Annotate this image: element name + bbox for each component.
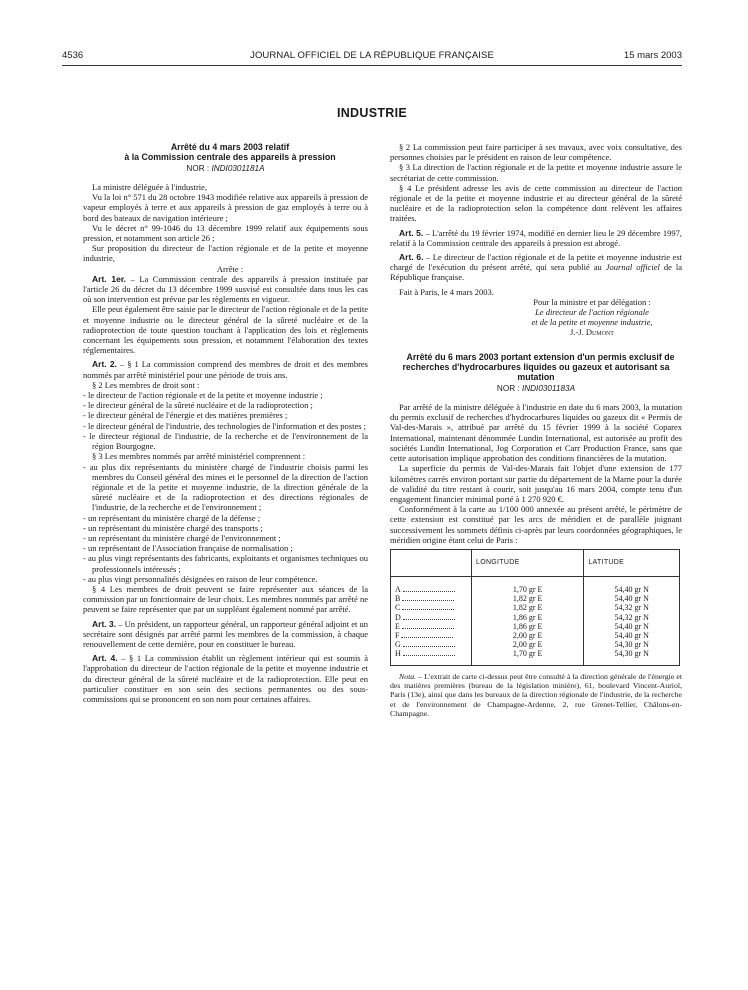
table-row	[391, 631, 680, 640]
latitude-cell: 54,40 gr N	[584, 622, 680, 631]
table-row	[391, 603, 680, 612]
point-label: B	[395, 594, 401, 604]
list-item: - le directeur de l'action régionale et de la petite et moyenne industrie ;	[83, 390, 368, 400]
leader-dots	[403, 613, 455, 620]
table-row	[391, 594, 680, 603]
table-header-row	[391, 549, 680, 576]
article-6	[390, 252, 682, 283]
list-item: - le directeur général de la sûreté nucléaire et de la radioprotection ;	[83, 400, 368, 410]
list-item: - un représentant du ministère chargé des transports ;	[83, 523, 368, 533]
named-members-list	[83, 462, 368, 584]
decree1-para: Elle peut également être saisie par le directeur de l'action régionale et de la petite et moyenne industrie ou le directeur général de la sûreté nucléaire et de la radioprotection de toute question touchant à l'application des lois et règlements concernant les équipements sous pression, et notamment l'élaboration des textes réglementaires.	[83, 304, 368, 356]
article-3	[83, 619, 368, 650]
right-column	[390, 142, 682, 719]
point-label: D	[395, 612, 401, 622]
table-row	[391, 649, 680, 665]
decree1-arrete: Arrête :	[216, 263, 244, 274]
point-label: G	[395, 640, 401, 650]
latitude-cell: 54,40 gr N	[584, 576, 680, 594]
point-label: A	[395, 584, 401, 594]
table-row	[391, 613, 680, 622]
latitude-cell: 54,30 gr N	[584, 640, 680, 649]
article-5	[390, 228, 682, 248]
article-text: – § 1 La commission établit un règlement intérieur qui est soumis à l'approbation du directeur de l'action régionale de la petite et moyenne industrie et du directeur général de la sûreté nucléaire et de la radioprotection. Elle peut en particulier constituer en son sein des sections permanentes ou des sous-commissions qui se prononcent en son nom pour certaines affaires.	[83, 653, 368, 704]
longitude-cell: 1,70 gr E	[472, 576, 584, 594]
decree1-para: La ministre déléguée à l'industrie,	[92, 182, 208, 193]
latitude-cell: 54,32 gr N	[584, 613, 680, 622]
article-text: de la République française.	[390, 262, 682, 283]
point-label: H	[395, 649, 401, 659]
article-2	[83, 359, 368, 379]
list-item: - au plus vingt personnalités désignées en raison de leur compétence.	[83, 574, 368, 584]
point-cell	[391, 576, 472, 594]
article-label: Art. 2.	[92, 359, 117, 370]
article-1	[83, 274, 368, 305]
nor-code: INDI0301183A	[521, 383, 576, 393]
leader-dots	[401, 631, 453, 638]
article-label: Art. 5.	[399, 227, 424, 238]
journal-title: JOURNAL OFFICIEL DE LA RÉPUBLIQUE FRANÇAISE	[250, 50, 494, 61]
longitude-cell: 1,70 gr E	[472, 649, 584, 665]
leader-dots	[403, 585, 455, 592]
done-at: Fait à Paris, le 4 mars 2003.	[399, 286, 494, 297]
table-header-longitude: LONGITUDE	[472, 549, 584, 576]
list-item: - un représentant du ministère chargé de l'environnement ;	[83, 533, 368, 543]
list-item: - au plus dix représentants du ministère chargé de l'industrie choisis parmi les membres du Conseil général des mines et le personnel de la direction de l'action régionale et de la petite et moyenne industrie, de la direction générale de la sûreté nucléaire et de la radioprotection et des directions régionales de l'industrie, de la recherche et de l'environnement ;	[83, 462, 368, 513]
decree1-para: Sur proposition du directeur de l'action régionale et de la petite et moyenne industrie,	[83, 243, 368, 264]
leader-dots	[403, 640, 455, 647]
map-note	[390, 672, 682, 719]
note-text: – L'extrait de carte ci-dessus peut être consulté à la direction générale de l'énergie et des matières premières (bureau de la législation minière), 61, boulevard Vincent-Auriol, Paris (13e), ainsi que dans les bureaux de la direction régionale de l'industrie, de la recherche et de l'environnement de Champagne-Ardenne, 2, rue Grenet-Tellier, Châlons-en-Champagne.	[390, 671, 682, 719]
decree1-para: § 4 Les membres de droit peuvent se faire représenter aux séances de la commission par un fonctionnaire de leur choix. Les membres nommés par arrêté ne peuvent se faire représenter que par un suppléant également nommé par arrêté.	[83, 583, 368, 615]
leader-dots	[403, 649, 455, 656]
nor-label: NOR :	[496, 383, 522, 393]
signatory-name: J.-J. Dumont	[570, 327, 614, 338]
article-text: – La Commission centrale des appareils à pression instituée par l'article 26 du décret du 13 décembre 1999 susvisé est consultée dans tous les cas où son intervention est prévue par les règlements en vigueur.	[83, 273, 369, 305]
point-cell	[391, 649, 472, 665]
decree1-para: Vu la loi n° 571 du 28 octobre 1943 modifiée relative aux appareils à pression de vapeur employés à terre et aux appareils à pression de gaz employés à terre ou à bord des bateaux de navigation intérieure ;	[83, 192, 368, 223]
decree2-title: Arrêté du 6 mars 2003 portant extension d'un permis exclusif de recherches d'hydrocarbures liquides ou gazeux et autorisant sa mutation	[402, 351, 675, 383]
point-cell	[391, 603, 472, 612]
decree1-title-line2: à la Commission centrale des appareils à pression	[124, 152, 336, 163]
decree1-title-line1: Arrêté du 4 mars 2003 relatif	[170, 142, 290, 152]
decree2-nor	[390, 384, 682, 394]
latitude-cell: 54,32 gr N	[584, 603, 680, 612]
decree1-para: § 2 Les membres de droit sont :	[92, 379, 200, 390]
section-title: INDUSTRIE	[336, 106, 408, 120]
decree1-nor	[83, 164, 368, 174]
decree1-para: § 3 La direction de l'action régionale et de la petite et moyenne industrie assure le secrétariat de cette commission.	[390, 162, 682, 183]
leader-dots	[402, 603, 454, 610]
decree2-para: Conformément à la carte au 1/100 000 annexée au présent arrêté, le périmètre de cette extension est constitué par les arcs de méridien et de parallèle joignant successivement les sommets définis ci-après par leurs coordonnées géographiques, le méridien origine étant celui de Paris :	[390, 504, 682, 545]
longitude-cell: 2,00 gr E	[472, 631, 584, 640]
decree2-para: La superficie du permis de Val-des-Marais fait l'objet d'une extension de 177 kilomètres carrés environ portant sur partie du département de la Marne pour la durée de validité du titre restant à courir, soit jusqu'au 16 mars 2004, compte tenu d'un engagement financier minimal porté à 1 270 920 €.	[390, 463, 682, 504]
list-item: - un représentant de l'Association française de normalisation ;	[83, 543, 368, 553]
point-cell	[391, 613, 472, 622]
decree1-para: Vu le décret n° 99-1046 du 13 décembre 1999 relatif aux équipements sous pression, et notamment son article 26 ;	[83, 222, 368, 244]
signature-line: et de la petite et moyenne industrie,	[531, 317, 653, 328]
table-header-latitude: LATITUDE	[584, 549, 680, 576]
note-label: Nota.	[399, 671, 417, 681]
decree1-para: § 2 La commission peut faire participer à ses travaux, avec voix consultative, des personnes choisies par le président en raison de leur compétence.	[390, 142, 682, 163]
point-cell	[391, 594, 472, 603]
latitude-cell: 54,40 gr N	[584, 631, 680, 640]
leader-dots	[402, 594, 454, 601]
list-item: - au plus vingt représentants des fabricants, exploitants et organismes techniques ou professionnels intéressés ;	[83, 553, 368, 573]
running-header	[62, 50, 682, 64]
list-item: - le directeur général de l'industrie, des technologies de l'information et des postes ;	[83, 421, 368, 431]
article-text: – Le directeur de l'action régionale et de la petite et moyenne industrie est chargé de l'exécution du présent arrêté, qui sera publié au	[390, 252, 683, 273]
signature-line: Le directeur de l'action régionale	[535, 307, 649, 318]
article-label: Art. 3.	[92, 618, 117, 629]
longitude-cell: 1,86 gr E	[472, 613, 584, 622]
table-row	[391, 622, 680, 631]
decree1-para: § 4 Le président adresse les avis de cette commission au directeur de l'action régionale et de la petite et moyenne industrie et au directeur général de la sûreté nucléaire et de la radioprotection selon la compétence dont relèvent les affaires traitées.	[390, 182, 682, 224]
nor-code: INDI0301181A	[211, 163, 265, 173]
issue-date: 15 mars 2003	[623, 50, 682, 61]
point-label: E	[395, 621, 400, 631]
longitude-cell: 1,86 gr E	[472, 622, 584, 631]
article-text: – Un président, un rapporteur général, un rapporteur général adjoint et un secrétaire sont désignés par arrêté parmi les membres de la commission, à chaque renouvellement de cette dernière, pour en constituer le bureau.	[83, 618, 369, 649]
point-label: C	[395, 603, 401, 613]
list-item: - un représentant du ministère chargé de la défense ;	[83, 513, 368, 523]
article-label: Art. 6.	[399, 252, 424, 263]
journal-name: Journal officiel	[605, 262, 660, 273]
longitude-cell: 2,00 gr E	[472, 640, 584, 649]
header-rule	[62, 65, 682, 66]
article-4	[83, 653, 368, 704]
latitude-cell: 54,30 gr N	[584, 649, 680, 665]
signature-block	[390, 297, 682, 338]
article-label: Art. 4.	[92, 653, 118, 664]
table-row	[391, 640, 680, 649]
point-cell	[391, 622, 472, 631]
longitude-cell: 1,82 gr E	[472, 594, 584, 603]
nor-label: NOR :	[186, 163, 212, 173]
decree1-para: § 3 Les membres nommés par arrêté ministériel comprennent :	[92, 451, 306, 462]
point-cell	[391, 640, 472, 649]
article-text: – L'arrêté du 19 février 1974, modifié en dernier lieu le 29 décembre 1997, relatif à la Commission centrale des appareils à pression est abrogé.	[390, 227, 683, 248]
point-cell	[391, 631, 472, 640]
left-column	[83, 142, 368, 704]
list-item: - le directeur régional de l'industrie, de la recherche et de l'environnement de la région Bourgogne.	[83, 431, 368, 451]
signature-line: Pour la ministre et par délégation :	[533, 296, 651, 307]
droit-members-list	[83, 390, 368, 451]
decree2-para: Par arrêté de la ministre déléguée à l'industrie en date du 6 mars 2003, la mutation du permis exclusif de recherches d'hydrocarbures liquides ou gazeux dit « Permis de Val-des-Marais », attribué par arrêté du 15 février 1999 à la société Coparex International, maintenant dénommée Lundin International, est autorisée au profit des sociétés Lundin International, Jog Corporation et Carr Production France, sans que cette autorisation implique approbation des conditions financières de la mutation.	[390, 402, 682, 464]
point-label: F	[395, 630, 400, 640]
list-item: - le directeur général de l'énergie et des matières premières ;	[83, 410, 368, 420]
table-row	[391, 576, 680, 594]
page-number: 4536	[62, 50, 84, 61]
article-text: – § 1 La commission comprend des membres de droit et des membres nommés par arrêté ministériel pour une période de trois ans.	[83, 359, 368, 380]
latitude-cell: 54,40 gr N	[584, 594, 680, 603]
longitude-cell: 1,82 gr E	[472, 603, 584, 612]
leader-dots	[402, 622, 454, 629]
article-label: Art. 1er.	[92, 273, 127, 284]
coordinates-table	[390, 549, 680, 666]
table-header-point	[391, 549, 472, 576]
